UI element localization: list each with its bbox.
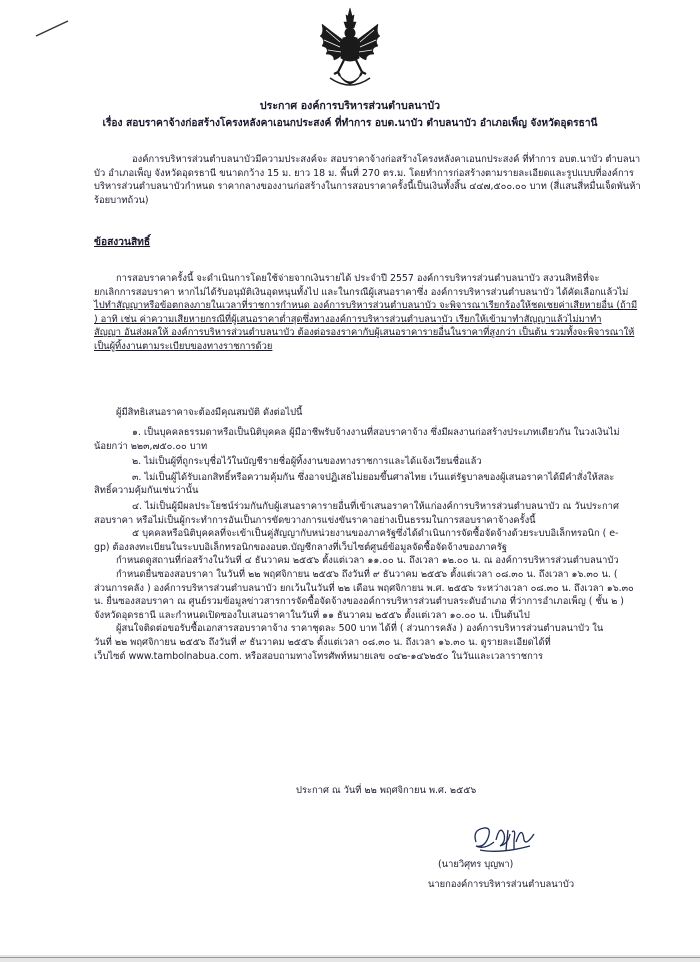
intro-line: บัว อำเภอเพ็ญ จังหวัดอุดรธานี ขนาดกว้าง 15 ม. ยาว 18 ม. พื้นที่ 270 ตร.ม. โดยทำการก่อสร้างตามรายละเอียดและรูปแบบที่องค์การ xyxy=(94,167,634,179)
website-contact-line: เว็บไซต์ www.tambolnabua.com. หรือสอบถามทางโทรศัพท์หมายเลข ๐๔๒-๑๔๖๒๕๐ ในวันและเวลาราชการ xyxy=(94,650,544,662)
intro-paragraph xyxy=(94,153,641,207)
signer-position: นายกองค์การบริหารส่วนตำบลนาบัว xyxy=(428,879,575,890)
scan-bottom-edge xyxy=(0,955,700,962)
reservation-line: การสอบราคาครั้งนี้ จะดำเนินการโดยใช้จ่ายจากเงินรายได้ ประจำปี 2557 องค์การบริหารส่วนตำบลนาบัว สงวนสิทธิที่จะ xyxy=(116,273,600,284)
schedule-line: วันที่ ๒๒ พฤศจิกายน ๒๕๕๖ ถึงวันที่ ๙ ธันวาคม ๒๕๕๖ ตั้งแต่เวลา ๐๘.๓๐ น. ถึงเวลา ๑๖.๓๐ น. ดูรายละเอียดได้ที่ xyxy=(94,636,551,648)
reservation-line: ยกเลิกการสอบราคา หากไม่ได้รับอนุมัติเงินอุดหนุนทั้งไป และในกรณีผู้เสนอราคาซึ่ง องค์การบริหารส่วนตำบลนาบัว ได้คัดเลือกแล้วไม่ xyxy=(94,286,629,298)
qualification-line: สิทธิ์ความคุ้มกันเช่นว่านั้น xyxy=(94,485,199,497)
intro-line: ร้อยบาทถ้วน) xyxy=(94,194,149,206)
announcement-date: ประกาศ ณ วันที่ ๒๒ พฤศจิกายน พ.ศ. ๒๕๕๖ xyxy=(296,785,477,796)
schedule-line: กำหนดยื่นซองสอบราคา ในวันที่ ๒๒ พฤศจิกายน ๒๕๕๖ ถึงวันที่ ๙ ธันวาคม ๒๕๕๖ ตั้งแต่เวลา ๐๘.๓๐ น. ถึงเวลา ๑๖.๓๐ น. ( xyxy=(116,568,618,580)
reservation-heading: ข้อสงวนสิทธิ์ xyxy=(94,237,151,248)
qualification-line: ๓. ไม่เป็นผู้ได้รับเอกสิทธิ์หรือความคุ้มกัน ซึ่งอาจปฏิเสธไม่ยอมขึ้นศาลไทย เว้นแต่รัฐบาลของผู้เสนอราคาได้มีคำสั่งให้สละ xyxy=(132,471,615,483)
schedule-line: ส่วนการคลัง ) องค์การบริหารส่วนตำบลนาบัว ยกเว้นในวันที่ ๒๒ เดือน พฤศจิกายน พ.ศ. ๒๕๕๖ ระหว่างเวลา ๐๘.๓๐ น. ถึงเวลา ๑๖.๓๐ xyxy=(94,582,634,594)
reservation-line: เป็นผู้ทิ้งงานตามระเบียบของทางราชการด้วย xyxy=(94,340,273,352)
qualification-line: gp) ต้องลงทะเบียนในระบบอิเล็กทรอนิกของอบต.บัญชีกลางที่เว็บไซต์ศูนย์ข้อมูลจัดซื้อจัดจ้างของภาครัฐ xyxy=(94,541,508,553)
reservation-line: ) อาทิ เช่น ค่าความเสียหายกรณีที่ผู้เสนอราคาต่ำสุดซึ่งทางองค์การบริหารส่วนตำบลนาบัว เรียกให้เข้ามาทำสัญญาแล้วไม่มาทำ xyxy=(94,313,602,325)
qualifications-list xyxy=(94,426,634,663)
intro-line: บริหารส่วนตำบลนาบัวกำหนด ราคากลางของงานก่อสร้างในการสอบราคาครั้งนี้เป็นเงินทั้งสิ้น ๔๔๗,๕๐๐.๐๐ บาท (สี่แสนสี่หมื่นเจ็ดพันห้า xyxy=(94,181,641,193)
schedule-line: กำหนดดูสถานที่ก่อสร้างในวันที่ ๔ ธันวาคม ๒๕๕๖ ตั้งแต่เวลา ๑๑.๐๐ น. ถึงเวลา ๑๒.๐๐ น. ณ องค์การบริหารส่วนตำบลนาบัว xyxy=(116,555,619,567)
garuda-emblem-icon xyxy=(316,6,384,92)
qualification-line: น้อยกว่า ๒๒๓,๗๕๐.๐๐ บาท xyxy=(94,440,208,452)
reservation-line: ไปทำสัญญาหรือข้อตกลงภายในเวลาที่ราชการกำหนด องค์การบริหารส่วนตำบลนาบัว จะพิจารณาเรียกร้องให้ชดเชยค่าเสียหายอื่น (ถ้ามี xyxy=(94,300,638,312)
announcement-subject: เรื่อง สอบราคาจ้างก่อสร้างโครงหลังคาเอนกประสงค์ ที่ทำการ อบต.นาบัว ตำบลนาบัว อำเภอเพ็ญ จังหวัดอุดรธานี xyxy=(102,118,598,129)
announcement-title: ประกาศ องค์การบริหารส่วนตำบลนาบัว xyxy=(259,100,441,112)
qualification-line: ๕ บุคคลหรือนิติบุคคลที่จะเข้าเป็นคู่สัญญากับหน่วยงานของภาครัฐซึ่งได้ดำเนินการจัดซื้อจัดจ้างด้วยระบบอิเล็กทรอนิก ( e- xyxy=(132,528,619,540)
schedule-line: น. ยื่นซองสอบราคา ณ ศูนย์รวมข้อมูลข่าวสารการจัดซื้อจัดจ้างของอค์การบริหารส่วนตำบลระดับอำเภอ ที่ว่าการอำเภอเพ็ญ ( ชั้น ๒ ) xyxy=(94,596,624,608)
qualification-line: ๔. ไม่เป็นผู้มีผลประโยชน์ร่วมกันกับผู้เสนอราคารายอื่นที่เข้าเสนอราคาให้แก่องค์การบริหารส่วนตำบลนาบัว ณ วันประกาศ xyxy=(132,500,619,512)
qualification-line: ๑. เป็นบุคคลธรรมดาหรือเป็นนิติบุคคล ผู้มีอาชีพรับจ้างงานที่สอบราคาจ้าง ซึ่งมีผลงานก่อสร้างประเภทเดียวกัน ในวงเงินไม่ xyxy=(132,427,620,438)
handwritten-signature xyxy=(470,820,540,856)
reservation-line: สัญญา อันส่งผลให้ องค์การบริหารส่วนตำบลนาบัว ต้องต่อรองราคากับผู้เสนอราคารายอื่นในราคาที่สูงกว่า เป็นต้น รวมทั้งจะพิจารณาให้ xyxy=(94,327,635,339)
intro-line: องค์การบริหารส่วนตำบลนาบัวมีความประสงค์จะ สอบราคาจ้างก่อสร้างโครงหลังคาเอนกประสงค์ ที่ทำการ อบต.นาบัว ตำบลนา xyxy=(132,154,641,165)
schedule-line: ผู้สนใจติดต่อขอรับซื้อเอกสารสอบราคาจ้าง ราคาชุดละ 500 บาท ได้ที่ ( ส่วนการคลัง ) องค์การบริหารส่วนตำบลนาบัว ใน xyxy=(116,623,604,635)
qualification-line: ๒. ไม่เป็นผู้ที่ถูกระบุชื่อไว้ในบัญชีรายชื่อผู้ทิ้งงานของทางราชการและได้แจ้งเวียนชื่อแล้ว xyxy=(132,456,482,468)
qualification-line: สอบราคา หรือไม่เป็นผู้กระทำการอันเป็นการขัดขวางการแข่งขันราคาอย่างเป็นธรรมในการสอบราคาจ้างครั้งนี้ xyxy=(94,514,536,526)
qualifications-heading: ผู้มีสิทธิเสนอราคาจะต้องมีคุณสมบัติ ดังต่อไปนี้ xyxy=(116,407,303,418)
schedule-line: จังหวัดอุดรธานี และกำหนดเปิดซองใบเสนอราคาในวันที่ ๑๑ ธันวาคม ๒๕๕๖ ตั้งแต่เวลา ๑๐.๐๐ น. เป็นต้นไป xyxy=(94,609,530,621)
reservation-paragraph xyxy=(94,272,637,354)
signer-name: (นายวิศุทร บุญพา) xyxy=(438,859,514,870)
pen-stroke-mark xyxy=(34,18,70,40)
